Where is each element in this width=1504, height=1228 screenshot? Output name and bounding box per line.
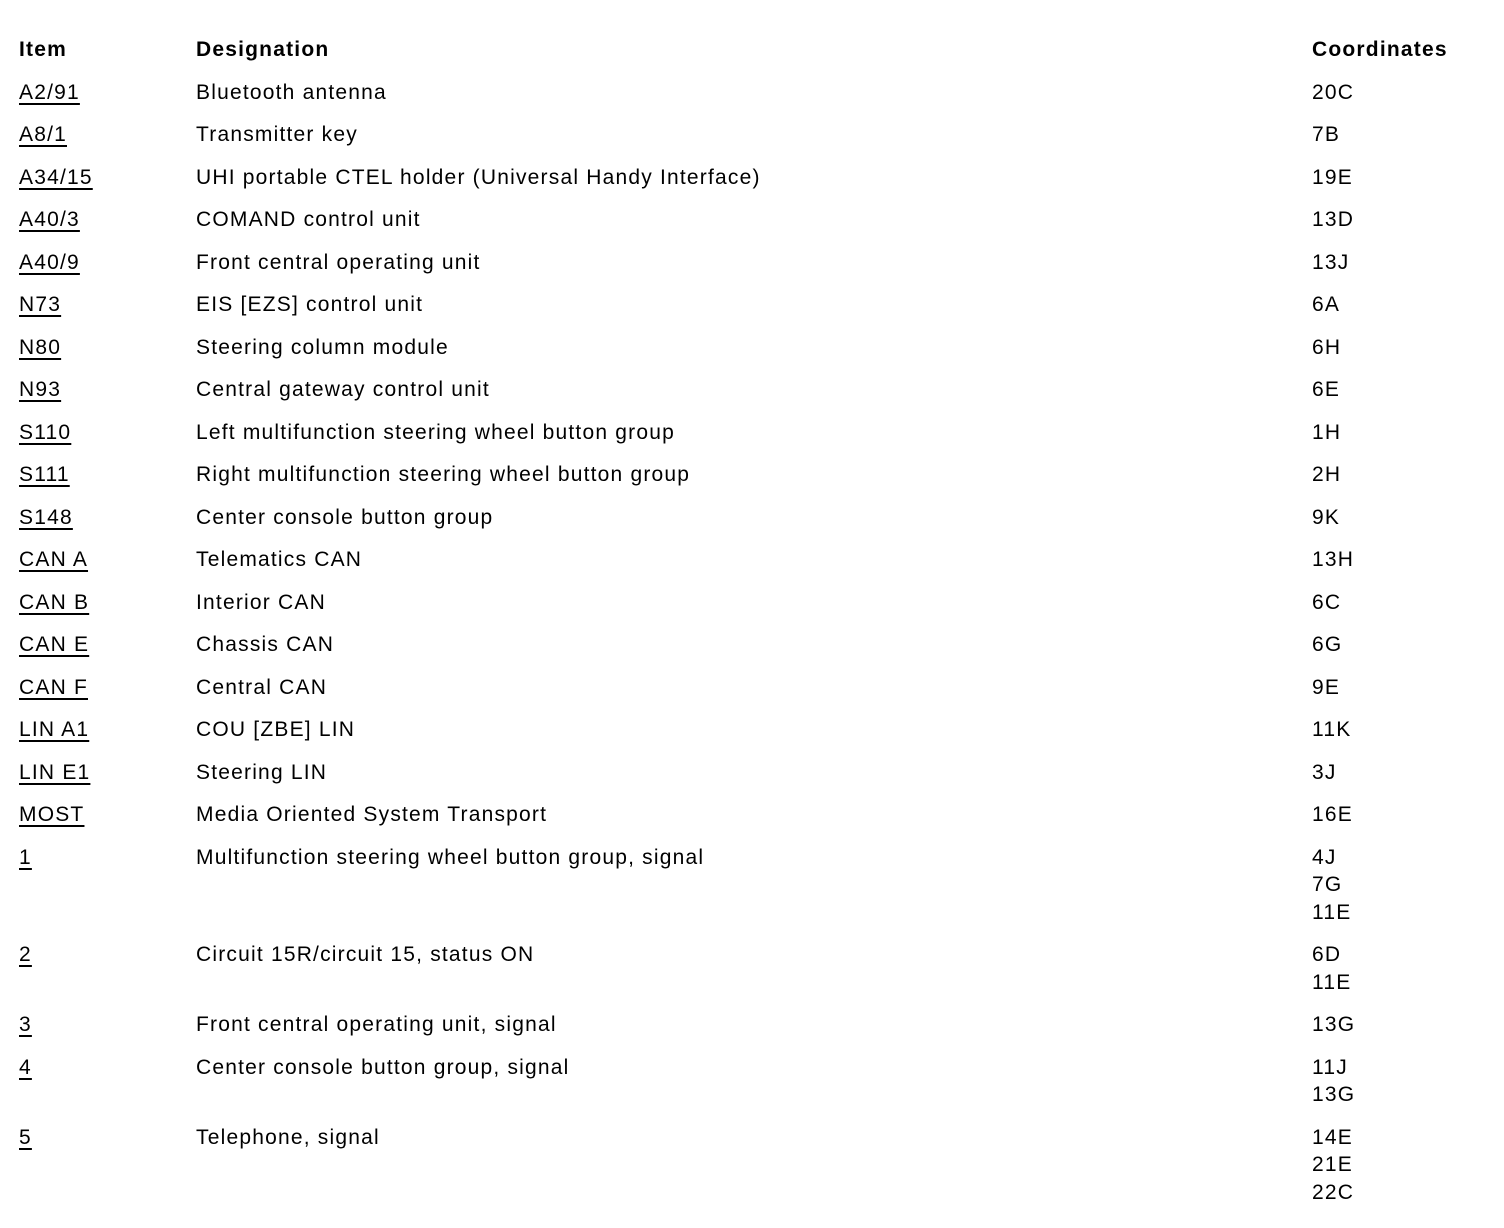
coordinate-value: 6C — [1312, 590, 1342, 614]
item-cell — [19, 801, 196, 829]
item-coordinates — [1312, 164, 1488, 192]
item-coordinates — [1312, 79, 1488, 107]
table-body — [19, 79, 1504, 1207]
coordinate-value: 11J — [1312, 1055, 1348, 1079]
item-cell — [19, 79, 196, 107]
table-row — [19, 164, 1504, 192]
item-cell — [19, 546, 196, 574]
coordinate-value: 7B — [1312, 123, 1341, 146]
coordinate-value: 11E — [1312, 900, 1352, 924]
item-designation: EIS [EZS] control unit — [196, 293, 424, 316]
coordinate-value: 6G — [1312, 633, 1343, 656]
item-coordinates — [1312, 249, 1488, 277]
item-cell — [19, 334, 196, 362]
item-coordinates — [1312, 121, 1488, 149]
item-code: S148 — [19, 505, 73, 529]
table-row — [19, 291, 1504, 319]
item-cell — [19, 164, 196, 192]
item-cell — [19, 844, 196, 927]
table-row — [19, 589, 1504, 617]
item-code: 3 — [19, 1013, 32, 1036]
item-cell — [19, 1011, 196, 1039]
table-row — [19, 1124, 1504, 1207]
coordinate-value: 3J — [1312, 760, 1337, 784]
item-cell — [19, 249, 196, 277]
coordinate-value: 13H — [1312, 548, 1355, 571]
coordinate-value: 13D — [1312, 208, 1355, 231]
item-coordinates — [1312, 759, 1488, 787]
item-code: 4 — [19, 1055, 32, 1079]
item-designation: Chassis CAN — [196, 633, 335, 656]
item-coordinates — [1312, 291, 1488, 319]
item-designation: UHI portable CTEL holder (Universal Handy Interface) — [196, 165, 761, 189]
table-row — [19, 376, 1504, 404]
coordinate-value: 2H — [1312, 463, 1342, 486]
table-row — [19, 546, 1504, 574]
item-designation: Transmitter key — [196, 123, 358, 146]
item-designation: Circuit 15R/circuit 15, status ON — [196, 943, 535, 966]
item-designation: Center console button group, signal — [196, 1055, 570, 1079]
item-coordinates — [1312, 844, 1488, 927]
item-code: 2 — [19, 943, 32, 966]
item-code: S111 — [19, 463, 70, 486]
item-designation: Right multifunction steering wheel button group — [196, 463, 691, 486]
item-cell — [19, 1054, 196, 1109]
item-code: MOST — [19, 803, 85, 826]
item-cell — [19, 589, 196, 617]
item-code: S110 — [19, 420, 72, 444]
coordinate-value: 21E — [1312, 1153, 1353, 1176]
item-coordinates — [1312, 546, 1488, 574]
col-header-coordinates: Coordinates — [1312, 38, 1448, 61]
item-designation: Front central operating unit — [196, 250, 481, 274]
item-cell — [19, 716, 196, 744]
item-cell — [19, 631, 196, 659]
item-coordinates — [1312, 206, 1488, 234]
item-coordinates — [1312, 631, 1488, 659]
table-row — [19, 716, 1504, 744]
item-code: 5 — [19, 1125, 32, 1149]
col-header-designation: Designation — [196, 38, 330, 61]
table-row — [19, 121, 1504, 149]
item-cell — [19, 419, 196, 447]
item-code: A34/15 — [19, 165, 93, 189]
coordinate-value: 6D — [1312, 943, 1342, 966]
item-coordinates — [1312, 1054, 1488, 1109]
item-coordinates — [1312, 674, 1488, 702]
item-code: 1 — [19, 845, 32, 869]
coordinate-value: 20C — [1312, 80, 1355, 104]
coordinate-value: 6H — [1312, 335, 1342, 359]
table-row — [19, 674, 1504, 702]
item-coordinates — [1312, 716, 1488, 744]
item-designation: Media Oriented System Transport — [196, 803, 548, 826]
item-code: A2/91 — [19, 80, 80, 104]
item-designation: Telephone, signal — [196, 1125, 380, 1149]
coordinate-value: 11K — [1312, 718, 1352, 741]
coordinate-value: 9E — [1312, 675, 1341, 699]
item-cell — [19, 376, 196, 404]
coordinate-value: 16E — [1312, 803, 1353, 826]
item-designation: Steering LIN — [196, 760, 328, 784]
table-row — [19, 79, 1504, 107]
item-cell — [19, 206, 196, 234]
item-cell — [19, 1124, 196, 1207]
item-code: N80 — [19, 335, 62, 359]
item-coordinates — [1312, 1011, 1488, 1039]
coordinate-value: 13J — [1312, 250, 1350, 274]
item-coordinates — [1312, 1124, 1488, 1207]
item-designation: Bluetooth antenna — [196, 80, 387, 104]
item-coordinates — [1312, 334, 1488, 362]
table-row — [19, 759, 1504, 787]
coordinate-value: 4J — [1312, 845, 1337, 869]
coordinate-value: 6E — [1312, 378, 1341, 401]
item-cell — [19, 121, 196, 149]
item-cell — [19, 759, 196, 787]
table-row — [19, 1054, 1504, 1109]
coordinate-value: 11E — [1312, 970, 1352, 994]
item-designation: Central CAN — [196, 675, 328, 699]
item-cell — [19, 461, 196, 489]
item-cell — [19, 291, 196, 319]
item-coordinates — [1312, 376, 1488, 404]
item-code: LIN A1 — [19, 718, 90, 741]
table-row — [19, 206, 1504, 234]
item-designation: Central gateway control unit — [196, 378, 490, 401]
item-code: A40/9 — [19, 250, 80, 274]
table-row — [19, 504, 1504, 532]
item-code: CAN F — [19, 675, 88, 699]
table-row — [19, 334, 1504, 362]
item-designation: Left multifunction steering wheel button group — [196, 420, 675, 444]
item-coordinates — [1312, 589, 1488, 617]
item-coordinates — [1312, 801, 1488, 829]
table-row — [19, 801, 1504, 829]
item-coordinates — [1312, 504, 1488, 532]
item-designation: Multifunction steering wheel button group, signal — [196, 845, 705, 869]
coordinate-value: 9K — [1312, 505, 1341, 529]
item-designation: Steering column module — [196, 335, 449, 359]
item-code: A8/1 — [19, 123, 67, 146]
item-code: N73 — [19, 293, 62, 316]
item-designation: COMAND control unit — [196, 208, 421, 231]
coordinate-value: 14E — [1312, 1125, 1353, 1149]
item-designation: COU [ZBE] LIN — [196, 718, 356, 741]
item-coordinates — [1312, 419, 1488, 447]
item-designation: Front central operating unit, signal — [196, 1013, 557, 1036]
item-code: CAN A — [19, 548, 89, 571]
item-code: CAN B — [19, 590, 90, 614]
coordinate-value: 19E — [1312, 165, 1353, 189]
table-row — [19, 844, 1504, 927]
item-coordinates — [1312, 461, 1488, 489]
table-row — [19, 249, 1504, 277]
table-row — [19, 941, 1504, 996]
table-row — [19, 631, 1504, 659]
coordinate-value: 7G — [1312, 873, 1343, 896]
table-row — [19, 419, 1504, 447]
item-code: LIN E1 — [19, 760, 91, 784]
coordinate-value: 13G — [1312, 1013, 1356, 1036]
item-designation: Center console button group — [196, 505, 494, 529]
item-designation: Telematics CAN — [196, 548, 363, 571]
coordinate-value: 13G — [1312, 1083, 1356, 1106]
coordinate-value: 22C — [1312, 1180, 1355, 1204]
item-code: N93 — [19, 378, 62, 401]
item-cell — [19, 941, 196, 996]
coordinate-value: 1H — [1312, 420, 1342, 444]
item-code: A40/3 — [19, 208, 80, 231]
item-cell — [19, 674, 196, 702]
table-header-row — [19, 36, 1504, 64]
item-coordinates — [1312, 941, 1488, 996]
col-header-item: Item — [19, 38, 67, 61]
item-designation: Interior CAN — [196, 590, 326, 614]
table-row — [19, 461, 1504, 489]
item-cell — [19, 504, 196, 532]
table-row — [19, 1011, 1504, 1039]
item-code: CAN E — [19, 633, 90, 656]
coordinate-value: 6A — [1312, 293, 1341, 316]
